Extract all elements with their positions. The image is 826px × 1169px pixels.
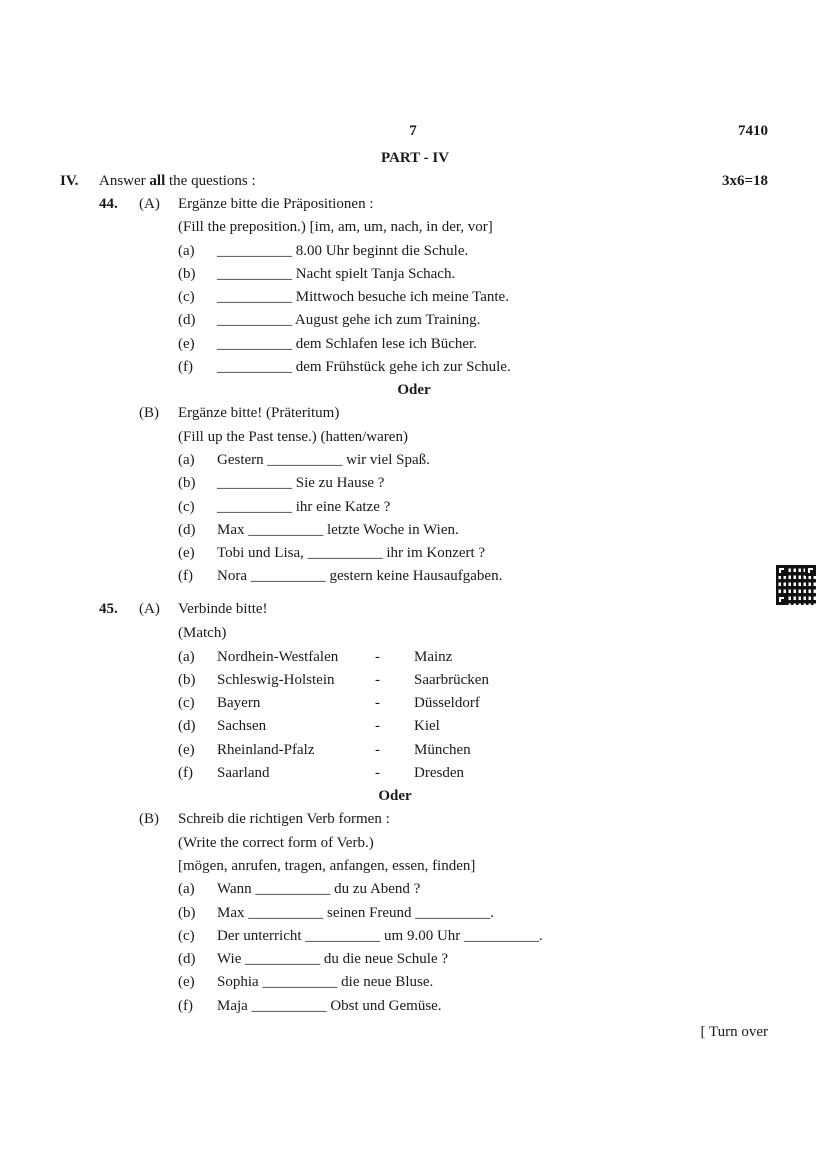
match-row-label: (f) (178, 765, 193, 781)
match-row-state: Sachsen (217, 718, 267, 734)
q44-b-item-label: (b) (178, 475, 196, 491)
part-instruction: Answer all the questions : (99, 173, 256, 189)
question-45-number: 45. (99, 601, 118, 617)
q44-b-item-label: (e) (178, 545, 195, 561)
q44-b-item-text: __________ ihr eine Katze ? (217, 499, 391, 515)
q44-b-item-label: (a) (178, 452, 195, 468)
match-row-capital: Dresden (414, 765, 464, 781)
q44-section-a-subtitle: (Fill the preposition.) [im, am, um, nach, in der, vor] (178, 219, 493, 235)
match-row-capital: München (414, 742, 471, 758)
match-row-dash: - (375, 672, 380, 688)
oder-separator: Oder (378, 788, 412, 804)
part-marks: 3x6=18 (721, 173, 768, 189)
match-row-capital: Düsseldorf (414, 695, 480, 711)
q45-section-b-subtitle: (Write the correct form of Verb.) (178, 835, 374, 851)
q45-b-item-text: Wann __________ du zu Abend ? (217, 881, 421, 897)
q44-a-item-text: __________ August gehe ich zum Training. (217, 312, 481, 328)
q44-a-item-label: (f) (178, 359, 193, 375)
match-row-capital: Kiel (414, 718, 440, 734)
q44-a-item-text: __________ Nacht spielt Tanja Schach. (217, 266, 456, 282)
part-roman-numeral: IV. (60, 173, 79, 189)
oder-separator: Oder (397, 382, 431, 398)
q45-b-item-text: Max __________ seinen Freund __________. (217, 905, 495, 921)
match-row-label: (a) (178, 649, 195, 665)
q44-b-item-text: Gestern __________ wir viel Spaß. (217, 452, 430, 468)
q44-a-item-label: (c) (178, 289, 195, 305)
q44-a-item-label: (a) (178, 243, 195, 259)
q44-section-b-title: Ergänze bitte! (Präteritum) (178, 405, 340, 421)
q44-a-item-label: (d) (178, 312, 196, 328)
turn-over-note: [ Turn over (700, 1024, 768, 1040)
q45-b-item-label: (f) (178, 998, 193, 1014)
match-row-state: Rheinland-Pfalz (217, 742, 315, 758)
q45-b-item-text: Der unterricht __________ um 9.00 Uhr __________. (217, 928, 543, 944)
q44-b-item-label: (c) (178, 499, 195, 515)
q45-section-b-title: Schreib die richtigen Verb formen : (178, 811, 390, 827)
match-row-label: (d) (178, 718, 196, 734)
match-row-state: Bayern (217, 695, 261, 711)
q45-b-item-text: Maja __________ Obst und Gemüse. (217, 998, 442, 1014)
q45-section-a-subtitle: (Match) (178, 625, 227, 641)
match-row-capital: Saarbrücken (414, 672, 489, 688)
match-row-label: (b) (178, 672, 196, 688)
match-row-label: (e) (178, 742, 195, 758)
q44-b-item-text: Max __________ letzte Woche in Wien. (217, 522, 459, 538)
q44-a-item-text: __________ Mittwoch besuche ich meine Tante. (217, 289, 509, 305)
q44-b-item-text: __________ Sie zu Hause ? (217, 475, 385, 491)
q44-b-item-text: Tobi und Lisa, __________ ihr im Konzert ? (217, 545, 486, 561)
match-row-dash: - (375, 649, 380, 665)
match-row-label: (c) (178, 695, 195, 711)
q44-b-item-label: (d) (178, 522, 196, 538)
question-44-number: 44. (99, 196, 118, 212)
q45-b-item-label: (b) (178, 905, 196, 921)
q44-a-item-text: __________ dem Frühstück gehe ich zur Schule. (217, 359, 511, 375)
q45-section-b-label: (B) (139, 811, 159, 827)
part-title: PART - IV (380, 150, 450, 166)
paper-code: 7410 (738, 123, 768, 139)
q45-b-item-label: (c) (178, 928, 195, 944)
q44-section-a-label: (A) (139, 196, 160, 212)
q45-b-item-label: (d) (178, 951, 196, 967)
match-row-state: Nordhein-Westfalen (217, 649, 339, 665)
q44-section-b-label: (B) (139, 405, 159, 421)
page-number: 7 (409, 123, 417, 139)
q44-b-item-label: (f) (178, 568, 193, 584)
q44-section-a-title: Ergänze bitte die Präpositionen : (178, 196, 374, 212)
match-row-capital: Mainz (414, 649, 453, 665)
q45-b-item-label: (a) (178, 881, 195, 897)
q44-section-b-subtitle: (Fill up the Past tense.) (hatten/waren) (178, 429, 408, 445)
match-row-dash: - (375, 765, 380, 781)
q45-b-item-text: Sophia __________ die neue Bluse. (217, 974, 434, 990)
q45-b-item-text: Wie __________ du die neue Schule ? (217, 951, 449, 967)
q44-a-item-text: __________ dem Schlafen lese ich Bücher. (217, 336, 477, 352)
q45-b-item-label: (e) (178, 974, 195, 990)
q44-a-item-label: (e) (178, 336, 195, 352)
q44-a-item-label: (b) (178, 266, 196, 282)
q44-b-item-text: Nora __________ gestern keine Hausaufgaben. (217, 568, 503, 584)
q45-section-a-title: Verbinde bitte! (178, 601, 268, 617)
q45-section-b-word-list: [mögen, anrufen, tragen, anfangen, essen, finden] (178, 858, 476, 874)
q44-a-item-text: __________ 8.00 Uhr beginnt die Schule. (217, 243, 469, 259)
match-row-dash: - (375, 742, 380, 758)
match-row-state: Saarland (217, 765, 270, 781)
qr-code-icon (776, 565, 816, 605)
match-row-dash: - (375, 695, 380, 711)
match-row-state: Schleswig-Holstein (217, 672, 335, 688)
match-row-dash: - (375, 718, 380, 734)
q45-section-a-label: (A) (139, 601, 160, 617)
